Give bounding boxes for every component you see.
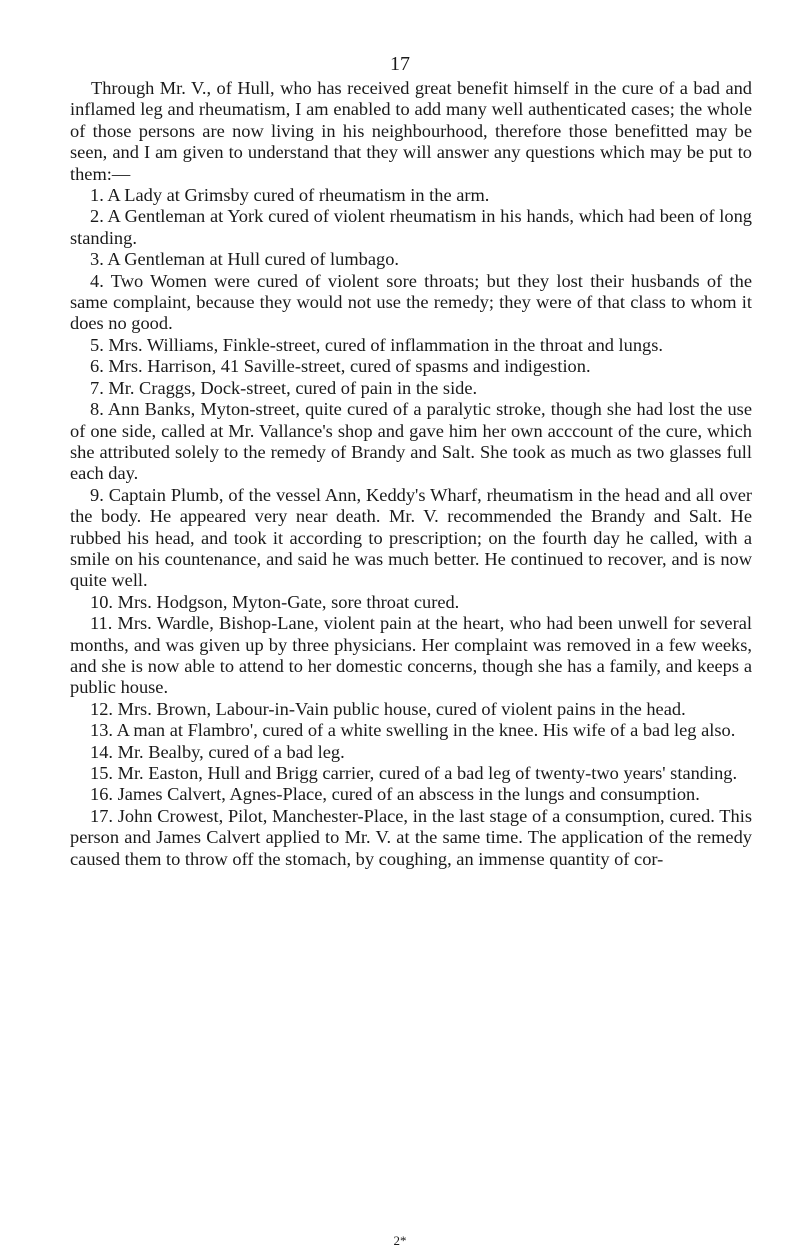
- intro-paragraph: Through Mr. V., of Hull, who has received great benefit himself in the cure of a bad and inflamed leg and rheumatism, I am enabled to add many well authenticated cases; the whole of those persons are now living in his neighbourhood, therefore those benefitted may be seen, and I am given to understand that they will answer any questions which may be put to them:—: [70, 78, 752, 184]
- case-item: 7. Mr. Craggs, Dock-street, cured of pain in the side.: [90, 377, 478, 398]
- case-item: 13. A man at Flambro', cured of a white swelling in the knee. His wife of a bad leg also.: [90, 720, 736, 741]
- case-item: 8. Ann Banks, Myton-street, quite cured of a paralytic stroke, though she had lost the use of one side, called at Mr. Vallance's shop and gave him her own acccount of the cure, which she attributed solely to the remedy of Brandy and Salt. She took as much as two glasses full each day.: [70, 399, 752, 484]
- case-item: 15. Mr. Easton, Hull and Brigg carrier, cured of a bad leg of twenty-two years' standing.: [90, 763, 738, 783]
- case-item: 1. A Lady at Grimsby cured of rheumatism in the arm.: [90, 185, 490, 206]
- case-item: 14. Mr. Bealby, cured of a bad leg.: [90, 741, 345, 762]
- case-item: 2. A Gentleman at York cured of violent rheumatism in his hands, which had been of long standing.: [70, 206, 752, 248]
- case-item: 4. Two Women were cured of violent sore throats; but they lost their husbands of the same complaint, because they would not use the remedy; they were of that class to whom it does no good.: [70, 270, 752, 334]
- case-item: 9. Captain Plumb, of the vessel Ann, Keddy's Wharf, rheumatism in the head and all over the body. He appeared very near death. Mr. V. recommended the Brandy and Salt. He rubbed his head, and took it according to prescription; on the fourth day he called, with a smile on his countenance, and said he was much better. He continued to recover, and is now quite well.: [70, 484, 752, 591]
- case-item: 5. Mrs. Williams, Finkle-street, cured of inflammation in the throat and lungs.: [90, 334, 664, 355]
- case-item: 12. Mrs. Brown, Labour-in-Vain public house, cured of violent pains in the head.: [90, 698, 686, 719]
- case-item: 6. Mrs. Harrison, 41 Saville-street, cured of spasms and indigestion.: [90, 356, 591, 377]
- case-item: 11. Mrs. Wardle, Bishop-Lane, violent pain at the heart, who had been unwell for several months, and was given up by three physicians. Her complaint was removed in a few weeks, and she is now able to attend to her domestic concerns, though she has a family, and keeps a public house.: [70, 613, 752, 698]
- page-number: 17: [390, 53, 410, 75]
- case-item: 17. John Crowest, Pilot, Manchester-Place, in the last stage of a consumption, cured. This person and James Calvert applied to Mr. V. at the same time. The application of the remedy caused them to throw off the stomach, by coughing, an immense quantity of cor-: [70, 805, 752, 869]
- page-body: [70, 78, 752, 870]
- case-item: 10. Mrs. Hodgson, Myton-Gate, sore throat cured.: [90, 591, 460, 612]
- case-item: 16. James Calvert, Agnes-Place, cured of an abscess in the lungs and consumption.: [90, 784, 700, 805]
- signature-mark: 2*: [393, 1233, 407, 1248]
- case-item: 3. A Gentleman at Hull cured of lumbago.: [90, 249, 399, 270]
